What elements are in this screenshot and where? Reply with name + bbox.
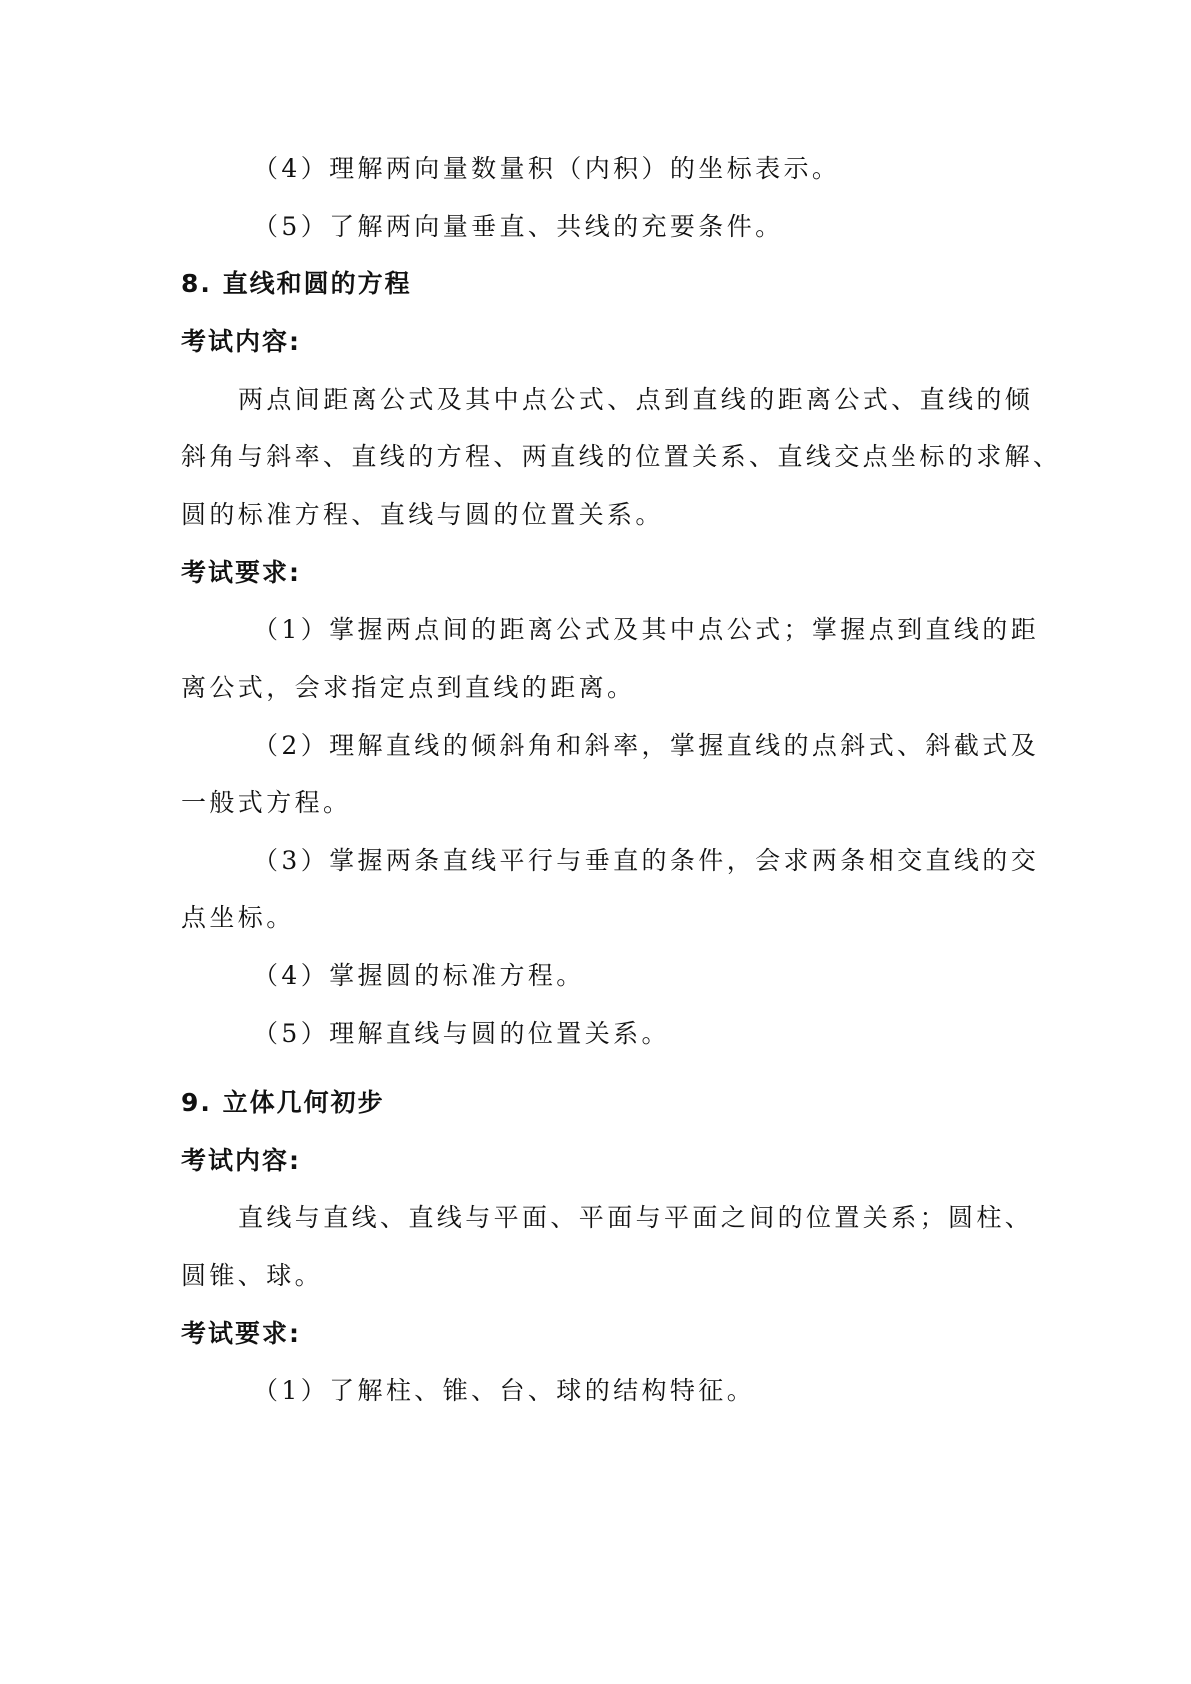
list-item: （4）理解两向量数量积（内积）的坐标表示。	[253, 154, 841, 183]
requirements-label: 考试要求:	[181, 1319, 301, 1348]
paragraph-line: 圆的标准方程、直线与圆的位置关系。	[181, 500, 664, 529]
list-item-continuation: 点坐标。	[181, 903, 295, 932]
content-label: 考试内容:	[181, 327, 301, 356]
paragraph-line: 圆锥、球。	[181, 1261, 324, 1290]
section-heading: 8. 直线和圆的方程	[181, 269, 412, 298]
list-item: （4）掌握圆的标准方程。	[253, 961, 585, 990]
list-item: （1）了解柱、锥、台、球的结构特征。	[253, 1376, 756, 1405]
list-item: （3）掌握两条直线平行与垂直的条件，会求两条相交直线的交	[253, 846, 1040, 875]
list-item-continuation: 一般式方程。	[181, 788, 352, 817]
requirements-label: 考试要求:	[181, 558, 301, 587]
paragraph-line: 直线与直线、直线与平面、平面与平面之间的位置关系；圆柱、	[238, 1203, 1034, 1232]
paragraph-line: 两点间距离公式及其中点公式、点到直线的距离公式、直线的倾	[238, 385, 1034, 414]
content-label: 考试内容:	[181, 1146, 301, 1175]
list-item: （2）理解直线的倾斜角和斜率，掌握直线的点斜式、斜截式及	[253, 731, 1040, 760]
list-item: （1）掌握两点间的距离公式及其中点公式；掌握点到直线的距	[253, 615, 1040, 644]
list-item: （5）理解直线与圆的位置关系。	[253, 1019, 670, 1048]
list-item-continuation: 离公式，会求指定点到直线的距离。	[181, 673, 636, 702]
list-item: （5）了解两向量垂直、共线的充要条件。	[253, 212, 784, 241]
paragraph-line: 斜角与斜率、直线的方程、两直线的位置关系、直线交点坐标的求解、	[181, 442, 1062, 471]
section-heading: 9. 立体几何初步	[181, 1088, 385, 1117]
